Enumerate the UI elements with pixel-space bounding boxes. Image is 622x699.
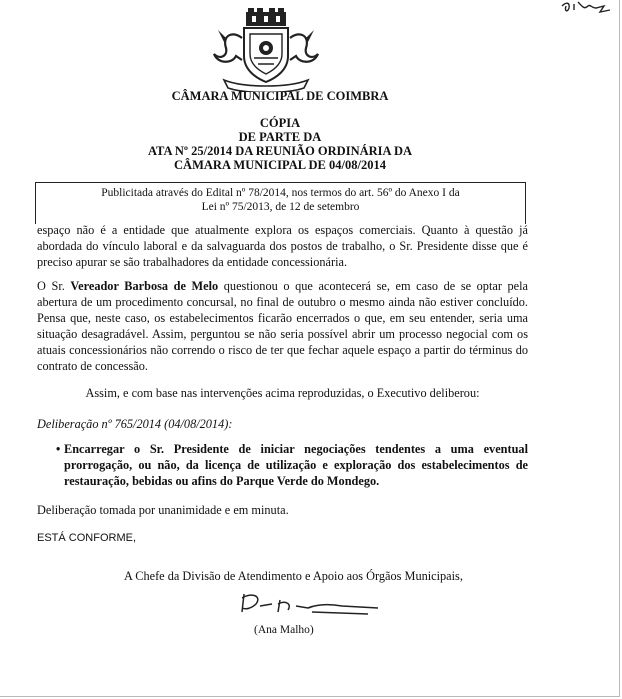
copy-title: CÓPIA (259, 116, 301, 130)
corner-initials (560, 0, 614, 22)
meeting-date-title: CÂMARA MUNICIPAL DE 04/08/2014 (174, 158, 386, 172)
publication-line-2: Lei nº 75/2013, de 12 de setembro (201, 201, 360, 213)
handwritten-signature (238, 590, 388, 624)
signatory-title: A Chefe da Divisão de Atendimento e Apoio aos Órgãos Municipais, (124, 569, 463, 583)
minutes-title: ATA Nº 25/2014 DA REUNIÃO ORDINÁRIA DA (147, 144, 413, 158)
paragraph-executive-decision: Assim, e com base nas intervenções acima reproduzidas, o Executivo deliberou: (85, 386, 480, 400)
paragraph-concession: espaço não é a entidade que atualmente explora os espaços comerciais. Quanto à questão já abordada do vínculo laboral e da salvaguarda dos postos de trabalho, o Sr. Presidente disse que é preciso apurar se são trabalhadores da entidade concessionária. (37, 223, 528, 269)
deliberation-number: Deliberação nº 765/2014 (04/08/2014): (37, 417, 233, 431)
coimbra-coat-of-arms (196, 8, 336, 92)
signatory-name: (Ana Malho) (254, 624, 314, 636)
publication-line-1: Publicitada através do Edital nº 78/2014, nos termos do art. 56º do Anexo I da (101, 187, 460, 199)
deliberation-item (56, 441, 528, 489)
part-title: DE PARTE DA (238, 130, 322, 144)
bullet-dot: • (56, 442, 61, 456)
publication-notice-box (35, 182, 526, 224)
deliberation-text: Encarregar o Sr. Presidente de iniciar negociações tendentes a uma eventual prorrogação, ou não, da licença de utilização e exploração dos estabelecimentos de restauração, bebidas ou afins do Parque Verde do Mondego. (64, 442, 528, 488)
councillor-name: Vereador Barbosa de Melo (70, 279, 219, 293)
conformity-statement: ESTÁ CONFORME, (37, 532, 137, 544)
vote-result: Deliberação tomada por unanimidade e em minuta. (37, 503, 289, 517)
councillor-question: questionou o que acontecerá se, em caso de se optar pela abertura de um procedimento concursal, no final de outubro o mesmo ainda não estiver concluído. Pensa que, neste caso, os estabelecimentos ficarão encerrados o que, em seu entender, seria uma situação desagradável. Assim, perguntou se não seria possível abrir um processo negocial com os atuais concessionários não correndo o risco de ter que fechar aquele espaço a partir do términus do contrato de concessão. (37, 279, 529, 373)
councillor-intro: O Sr. (37, 279, 71, 293)
organization-name: CÂMARA MUNICIPAL DE COIMBRA (171, 89, 389, 103)
paragraph-councillor-question (37, 278, 528, 374)
